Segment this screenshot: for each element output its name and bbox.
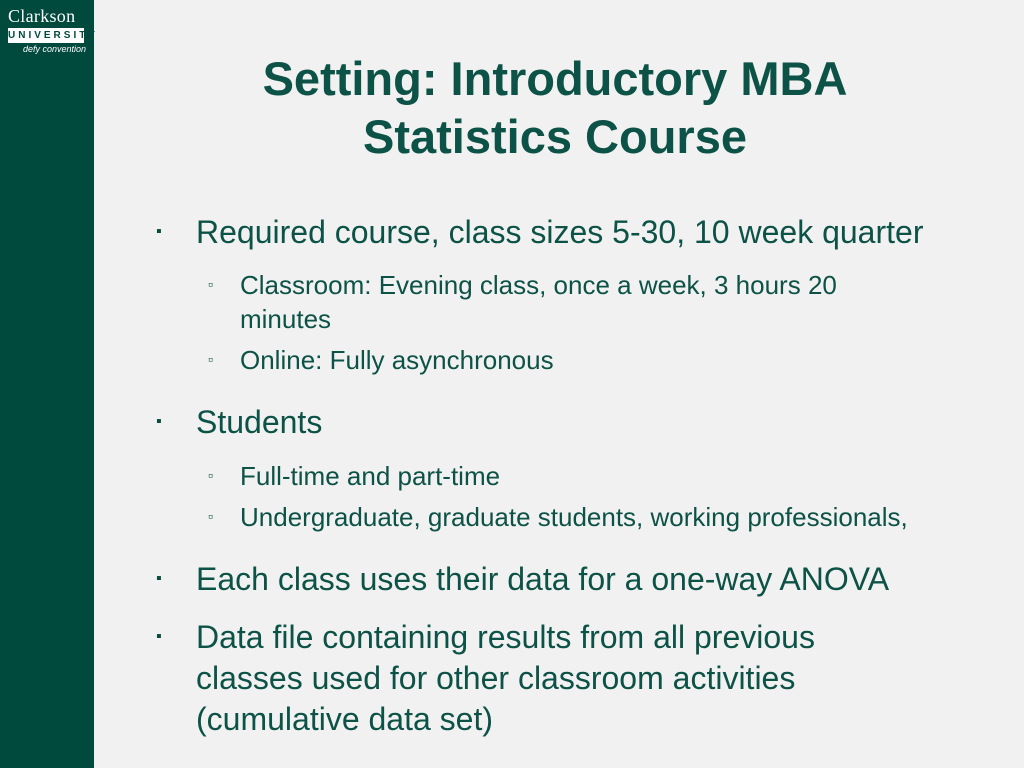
open-square-bullet-icon: ▫ [208, 508, 213, 524]
bullet-item: Each class uses their data for a one-way ANOVA [196, 561, 890, 597]
bullet-item: Students [196, 404, 323, 440]
sub-bullet-item: Online: Fully asynchronous [240, 345, 554, 375]
square-bullet-icon: ▪ [156, 413, 162, 430]
sub-bullet-item: Undergraduate, graduate students, working professionals, [240, 502, 908, 532]
square-bullet-icon: ▪ [156, 223, 162, 240]
logo-wordmark: Clarkson [8, 6, 76, 26]
square-bullet-icon: ▪ [156, 628, 162, 645]
slide-title-line-2: Statistics Course [363, 110, 747, 163]
bullet-item: Data file containing results from all previous classes used for other classroom activities (cumulative data set) [196, 619, 815, 737]
bullet-item: Required course, class sizes 5-30, 10 week quarter [196, 214, 924, 250]
logo-university-bar: UNIVERSITY [8, 30, 99, 41]
slide-title-line-1: Setting: Introductory MBA [262, 52, 848, 105]
sub-bullet-item: Classroom: Evening class, once a week, 3 hours 20 minutes [240, 270, 837, 334]
sub-bullet-item: Full-time and part-time [240, 461, 501, 491]
open-square-bullet-icon: ▫ [208, 351, 213, 367]
open-square-bullet-icon: ▫ [208, 276, 213, 292]
open-square-bullet-icon: ▫ [208, 467, 213, 483]
square-bullet-icon: ▪ [156, 570, 162, 587]
logo-tagline: defy convention [22, 44, 86, 54]
